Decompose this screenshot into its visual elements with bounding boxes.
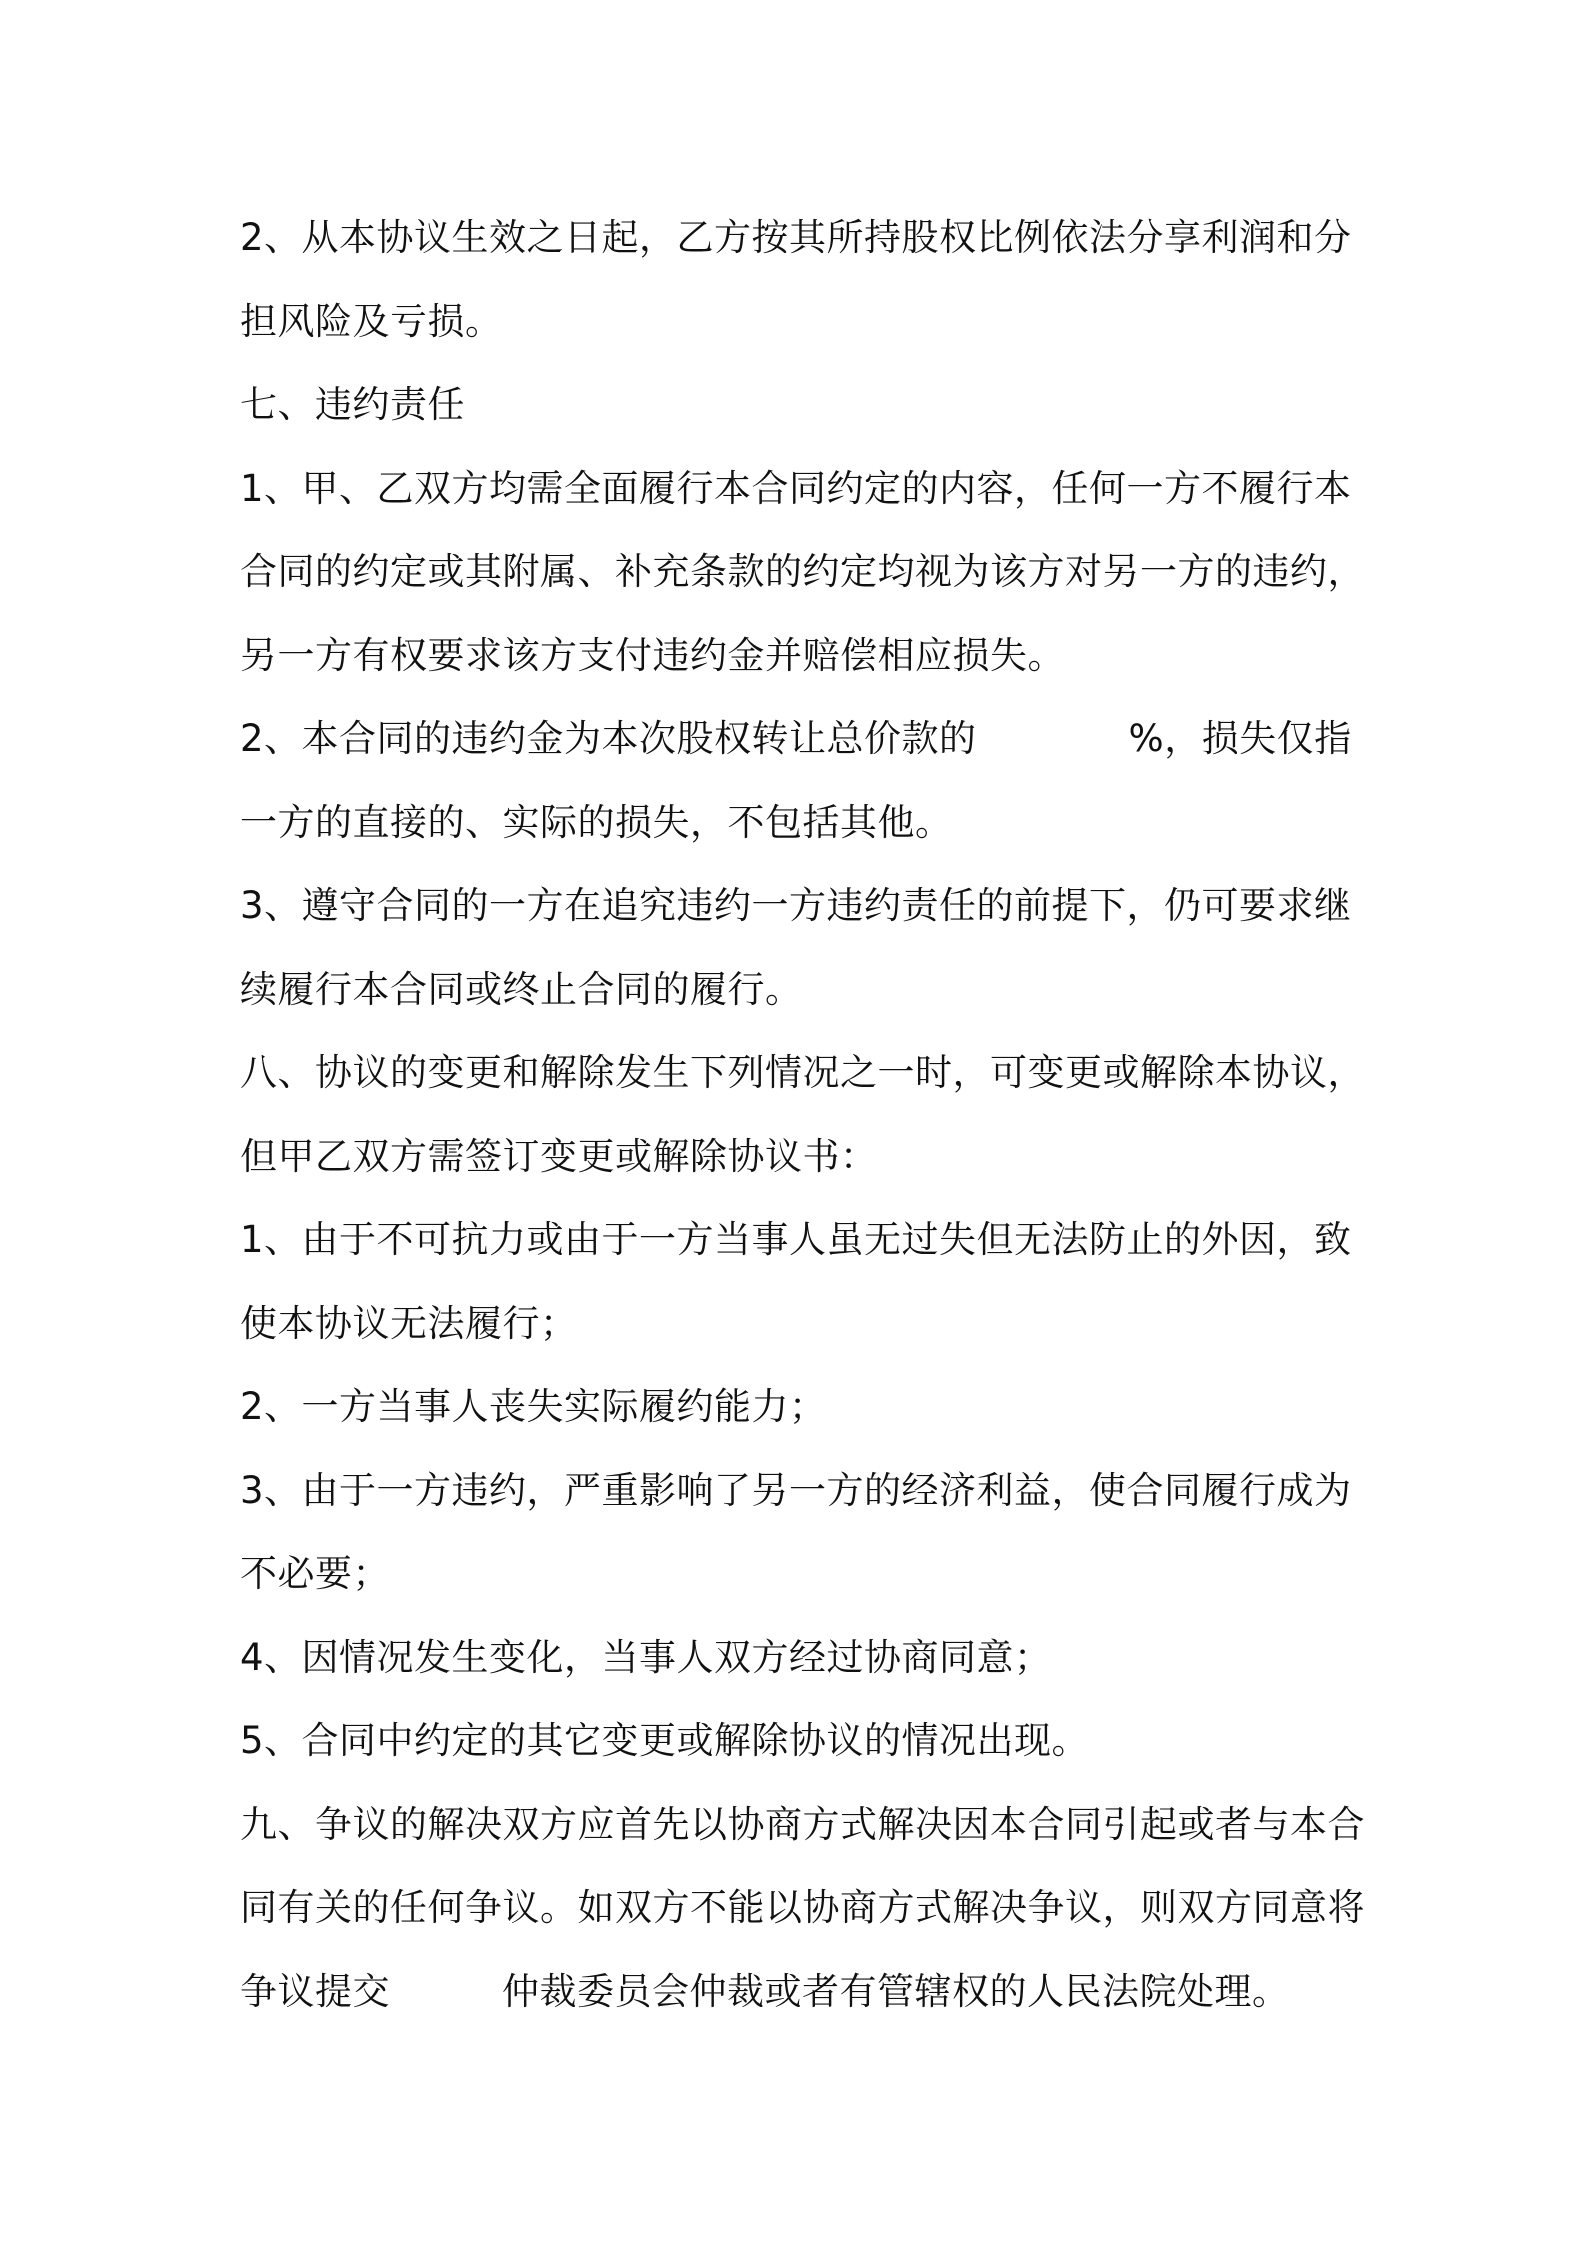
clause-7-1-line-3: 另一方有权要求该方支付违约金并赔偿相应损失。 (240, 633, 1065, 677)
clause-7-2-text-after-blank: %，损失仅指 (1128, 717, 1352, 760)
section-9-line-1: 九、争议的解决双方应首先以协商方式解决因本合同引起或者与本合 (240, 1802, 1365, 1846)
clause-7-2-line-1 (240, 697, 1360, 781)
clause-8-4: 4、因情况发生变化，当事人双方经过协商同意； (240, 1635, 1052, 1679)
clause-7-2-line-2: 一方的直接的、实际的损失，不包括其他。 (240, 800, 953, 844)
clause-7-1-line-2: 合同的约定或其附属、补充条款的约定均视为该方对另一方的违约， (240, 550, 1365, 593)
clause-6-2-line-2: 担风险及亏损。 (240, 299, 503, 343)
clause-8-3-line-1: 3、由于一方违约，严重影响了另一方的经济利益，使合同履行成为 (240, 1468, 1352, 1512)
section-8-heading-line-1: 八、协议的变更和解除发生下列情况之一时，可变更或解除本协议， (240, 1051, 1365, 1094)
section-9-text-before-blank: 争议提交 (240, 1969, 390, 2013)
clause-8-1-line-1: 1、由于不可抗力或由于一方当事人虽无过失但无法防止的外因，致 (240, 1218, 1352, 1261)
clause-6-2-line-1: 2、从本协议生效之日起，乙方按其所持股权比例依法分享利润和分 (240, 216, 1352, 259)
section-9-line-3 (240, 1950, 1360, 2034)
clause-7-2-text-before-blank: 2、本合同的违约金为本次股权转让总价款的 (240, 717, 977, 760)
clause-8-3-line-2: 不必要； (240, 1552, 390, 1595)
clause-7-3-line-2: 续履行本合同或终止合同的履行。 (240, 967, 803, 1011)
section-8-heading-line-2: 但甲乙双方需签订变更或解除协议书： (240, 1134, 878, 1178)
section-9-line-2: 同有关的任何争议。如双方不能以协商方式解决争议，则双方同意将 (240, 1886, 1365, 1929)
section-9-text-after-blank: 仲裁委员会仲裁或者有管辖权的人民法院处理。 (502, 1969, 1290, 2013)
document-body (240, 196, 1365, 2033)
clause-8-5: 5、合同中约定的其它变更或解除协议的情况出现。 (240, 1719, 1090, 1762)
clause-7-1-line-1: 1、甲、乙双方均需全面履行本合同约定的内容，任何一方不履行本 (240, 466, 1352, 510)
section-7-heading: 七、违约责任 (240, 383, 465, 426)
clause-8-1-line-2: 使本协议无法履行； (240, 1301, 578, 1345)
clause-7-3-line-1: 3、遵守合同的一方在追究违约一方违约责任的前提下，仍可要求继 (240, 884, 1352, 927)
clause-8-2: 2、一方当事人丧失实际履约能力； (240, 1385, 827, 1428)
